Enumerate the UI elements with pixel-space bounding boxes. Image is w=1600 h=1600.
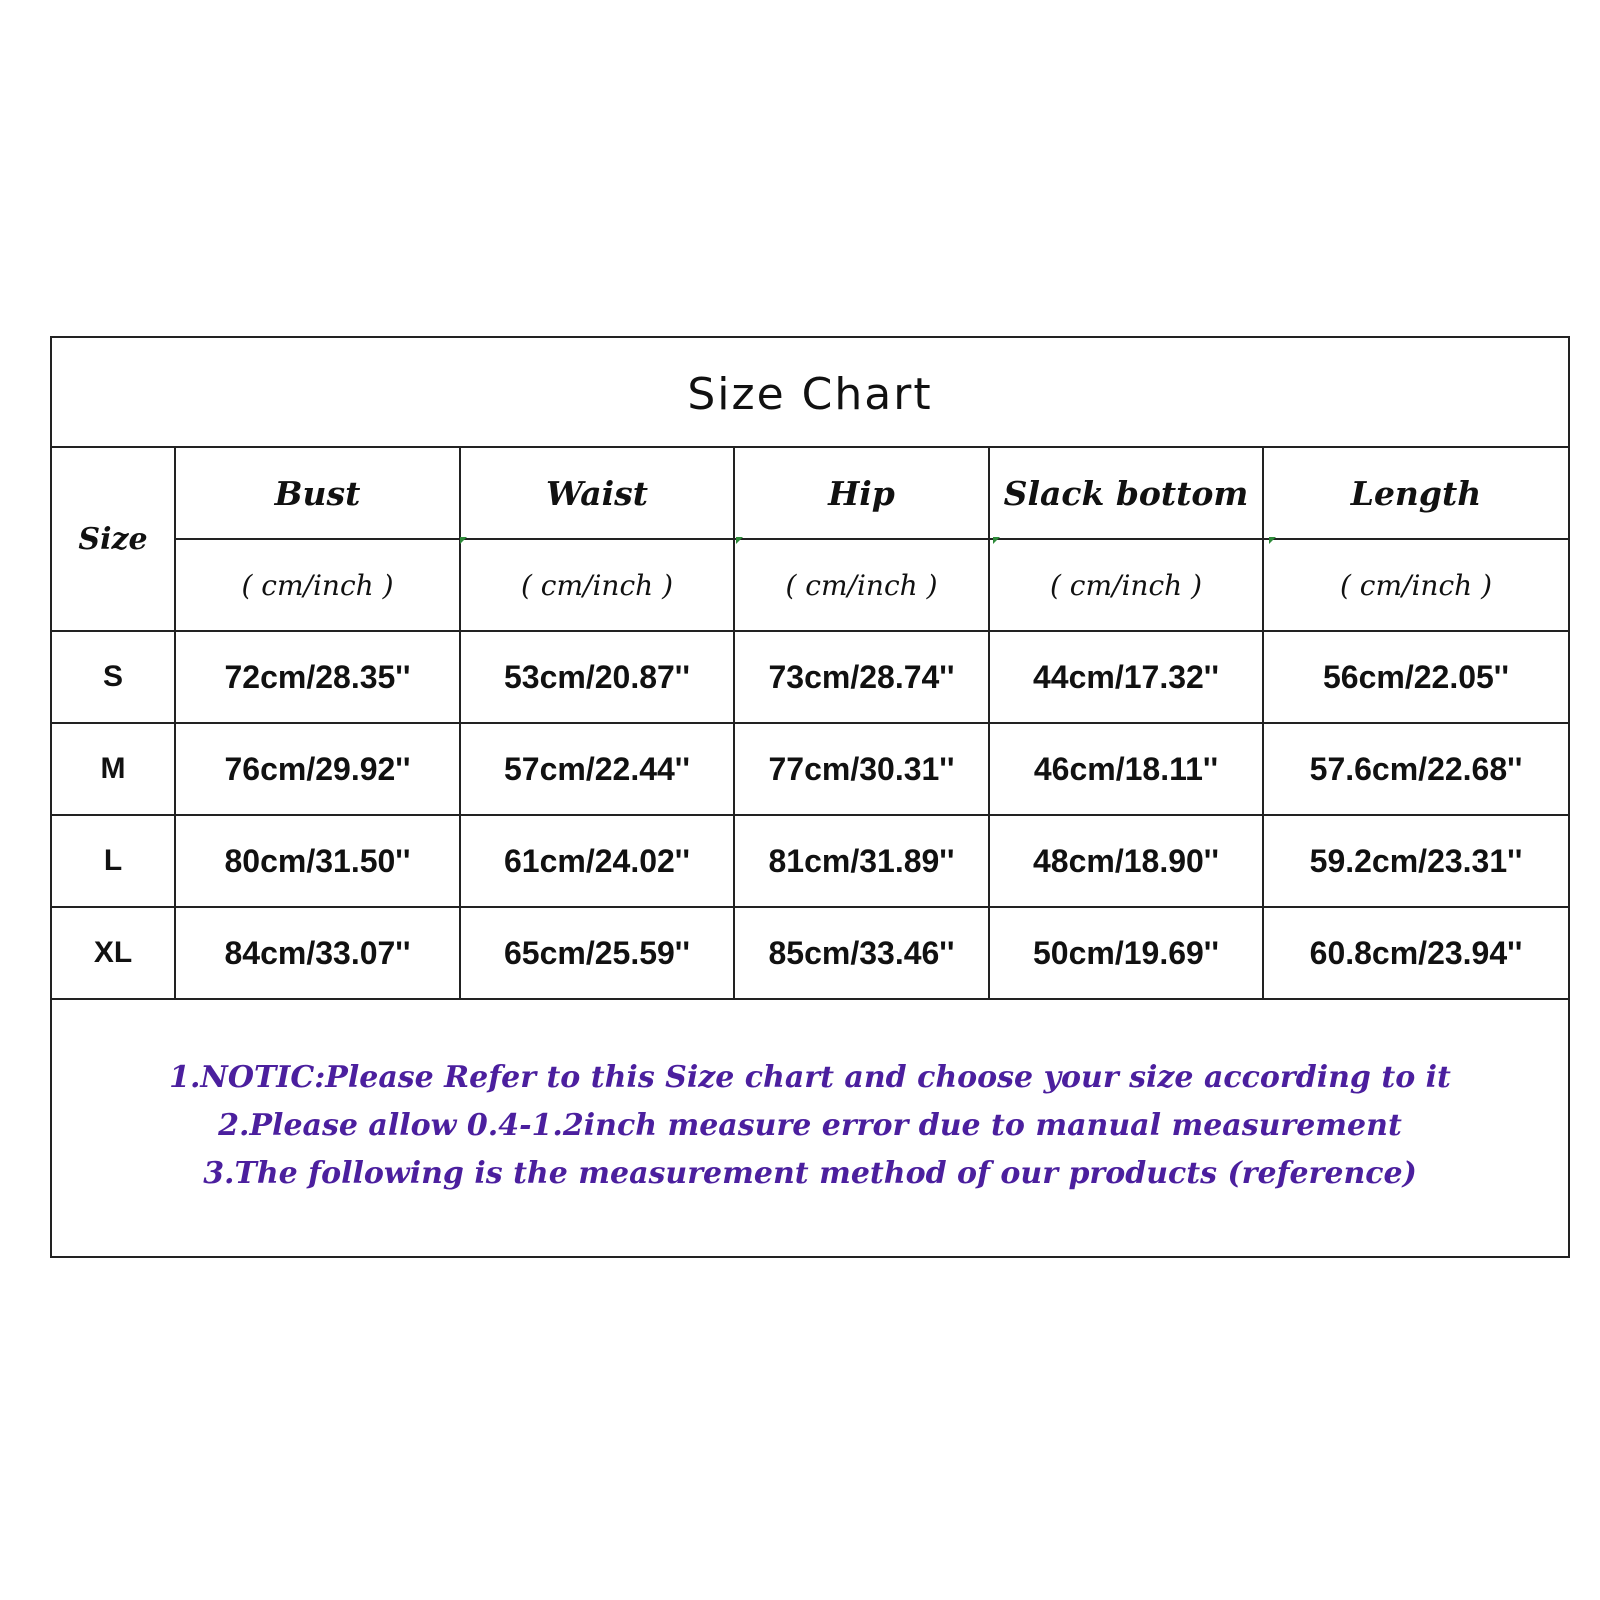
corner-tick-mark	[1269, 537, 1276, 544]
unit-row	[52, 539, 1568, 631]
size-table	[52, 448, 1568, 1000]
slack-bottom-unit: ( cm/inch )	[989, 539, 1263, 631]
waist-value: 65cm/25.59''	[460, 907, 734, 999]
table-row	[52, 723, 1568, 815]
hip-value: 81cm/31.89''	[734, 815, 989, 907]
bust-value: 72cm/28.35''	[175, 631, 460, 723]
length-value: 57.6cm/22.68''	[1263, 723, 1568, 815]
table-row	[52, 631, 1568, 723]
table-row	[52, 907, 1568, 999]
chart-title: Size Chart	[687, 368, 933, 420]
waist-value: 57cm/22.44''	[460, 723, 734, 815]
slack-bottom-value: 48cm/18.90''	[989, 815, 1263, 907]
waist-value: 53cm/20.87''	[460, 631, 734, 723]
slack-bottom-value: 46cm/18.11''	[989, 723, 1263, 815]
corner-tick-mark	[993, 537, 1000, 544]
length-value: 56cm/22.05''	[1263, 631, 1568, 723]
bust-value: 76cm/29.92''	[175, 723, 460, 815]
bust-value: 80cm/31.50''	[175, 815, 460, 907]
hip-value: 73cm/28.74''	[734, 631, 989, 723]
waist-column-header: Waist	[460, 448, 734, 539]
slack-bottom-column-header: Slack bottom	[989, 448, 1263, 539]
note-line: 1.NOTIC:Please Refer to this Size chart and choose your size according to it	[169, 1060, 1451, 1095]
size-label: XL	[52, 907, 175, 999]
hip-unit: ( cm/inch )	[734, 539, 989, 631]
hip-column-header: Hip	[734, 448, 989, 539]
length-column-header: Length	[1263, 448, 1568, 539]
note-line: 3.The following is the measurement method of our products (reference)	[203, 1156, 1417, 1191]
bust-column-header: Bust	[175, 448, 460, 539]
bust-unit: ( cm/inch )	[175, 539, 460, 631]
header-row	[52, 448, 1568, 539]
title-row	[52, 338, 1568, 448]
size-chart-frame	[50, 336, 1570, 1258]
size-label: M	[52, 723, 175, 815]
corner-tick-mark	[460, 537, 467, 544]
note-line: 2.Please allow 0.4-1.2inch measure error due to manual measurement	[218, 1108, 1402, 1143]
table-row	[52, 815, 1568, 907]
size-label: S	[52, 631, 175, 723]
waist-value: 61cm/24.02''	[460, 815, 734, 907]
length-value: 59.2cm/23.31''	[1263, 815, 1568, 907]
size-column-header: Size	[52, 448, 175, 631]
hip-value: 85cm/33.46''	[734, 907, 989, 999]
hip-value: 77cm/30.31''	[734, 723, 989, 815]
bust-value: 84cm/33.07''	[175, 907, 460, 999]
notes-section	[52, 996, 1568, 1256]
slack-bottom-value: 50cm/19.69''	[989, 907, 1263, 999]
slack-bottom-value: 44cm/17.32''	[989, 631, 1263, 723]
length-unit: ( cm/inch )	[1263, 539, 1568, 631]
waist-unit: ( cm/inch )	[460, 539, 734, 631]
size-label: L	[52, 815, 175, 907]
length-value: 60.8cm/23.94''	[1263, 907, 1568, 999]
corner-tick-mark	[736, 537, 743, 544]
